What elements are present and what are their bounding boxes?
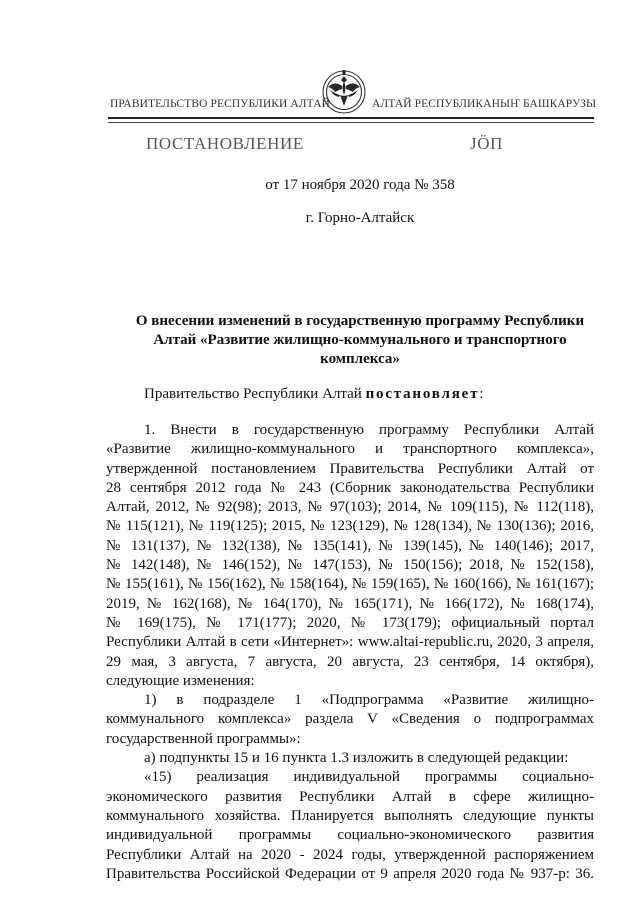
body-line: экономического развития Республики Алтай в сфере жилищно- [106,788,594,805]
resolves-line [144,386,483,403]
resolves-prefix: Правительство Республики Алтай [144,386,366,402]
header-right-text: АЛТАЙ РЕСПУБЛИКАНЫҤ БАШКАРУЗЫ [372,98,597,110]
body-line: государственной программы»: [106,730,301,747]
decree-label-alt: JÖП [470,134,503,153]
body-line: «Развитие жилищно-коммунального и транспортного комплекса», [106,441,594,458]
body-line: следующие изменения: [106,672,255,689]
header-rule-thick [108,117,594,119]
body-line: коммунального комплекса» раздела V «Сведения о подпрограммах [106,711,594,728]
body-line: Алтай, 2012, № 92(98); 2013, № 97(103); 2014, № 109(115), № 112(118), [106,499,594,516]
resolves-word: постановляет [365,386,480,402]
body-line: № 155(161), № 156(162), № 158(164), № 159(165), № 160(166), № 161(167); [106,576,594,593]
body-line: Правительства Российской Федерации от 9 апреля 2020 года № 937-р: 36. [106,865,594,882]
body-line: утвержденной постановлением Правительства Республики Алтай от [106,460,594,477]
body-line: № 131(137), № 132(138), № 135(141), № 139(145), № 140(146); 2017, [106,537,594,554]
title-line: комплекса» [320,351,400,367]
resolves-suffix: : [479,386,484,402]
decree-label-ru: ПОСТАНОВЛЕНИЕ [146,134,304,153]
body-line: Республики Алтай в сети «Интернет»: www.altai-republic.ru, 2020, 3 апреля, [106,634,594,651]
body-line: № 169(175), № 171(177); 2020, № 173(179); официальный портал [106,614,594,631]
decree-date-number: от 17 ноября 2020 года № 358 [265,177,455,193]
body-line: индивидуальной программы социально-экономического развития [106,827,594,844]
body-line: 29 мая, 3 августа, 7 августа, 20 августа, 23 сентября, 14 октября), [106,653,594,670]
body-line: Республики Алтай на 2020 - 2024 годы, утвержденной распоряжением [106,846,594,863]
body-line: № 115(121), № 119(125); 2015, № 123(129), № 128(134), № 130(136); 2016, [106,518,594,535]
body-line: 28 сентября 2012 года № 243 (Сборник законодательства Республики [106,479,594,496]
body-line: коммунального хозяйства. Планируется выполнять следующие пункты [106,807,594,824]
body-line: а) подпункты 15 и 16 пункта 1.3 изложить в следующей редакции: [144,750,569,767]
body-line: 1) в подразделе 1 «Подпрограмма «Развитие жилищно- [144,692,594,709]
body-line: 2019, № 162(168), № 164(170), № 165(171), № 166(172), № 168(174), [106,595,594,612]
body-line: № 142(148), № 146(152), № 147(153), № 150(156); 2018, № 152(158), [106,557,594,574]
body-line: «15) реализация индивидуальной программы социально- [144,769,594,786]
document-title [118,312,602,369]
document-body [106,421,594,884]
decree-city: г. Горно-Алтайск [305,210,415,226]
header-rule-thin [108,122,594,123]
title-line: О внесении изменений в государственную программу Республики [135,313,585,329]
body-line: 1. Внести в государственную программу Республики Алтай [144,422,594,438]
header-left-text: ПРАВИТЕЛЬСТВО РЕСПУБЛИКИ АЛТАЙ [110,98,331,110]
title-line: Алтай «Развитие жилищно-коммунального и транспортного [153,332,567,348]
